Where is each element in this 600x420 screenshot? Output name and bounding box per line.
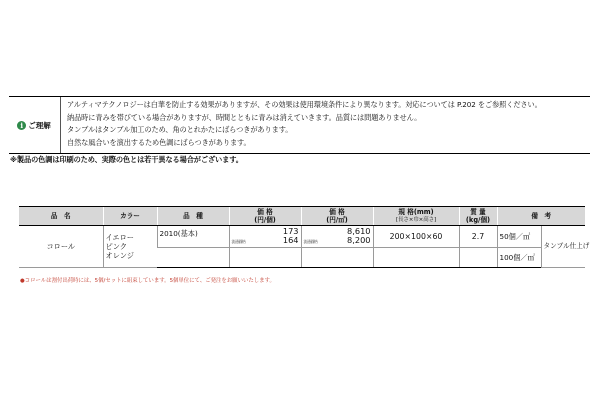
table-row	[19, 226, 585, 248]
header-name: 品 名	[19, 207, 103, 226]
notice-line: アルティマテクノロジーは白華を防止する効果がありますが、その効果は使用環境条件により異なります。対応については P.202 をご参照ください。	[67, 100, 542, 109]
header-weight-main: 質 量	[470, 208, 486, 216]
order-footnote: ●コロールは割付出荷時には、5個/セットに組束しています。5個単位にて、ご発注をお願いいたします。	[20, 278, 275, 284]
cell-colors	[103, 226, 157, 268]
color-disclaimer: ※製品の色調は印刷のため、実際の色とは若干異なる場合がございます。	[10, 155, 243, 164]
header-weight-unit: (kg/個)	[465, 216, 491, 224]
header-price-each	[229, 207, 301, 226]
cell-weight: 2.7	[459, 226, 497, 248]
cell-price-each	[229, 226, 301, 248]
header-color: カラー	[103, 207, 157, 226]
header-weight	[459, 207, 497, 226]
cell-qty-1: 50個／㎡	[497, 226, 541, 248]
notice-line: 自然な風合いを演出するため色調にばらつきがあります。	[67, 137, 251, 147]
notice-line: タンブルはタンブル加工のため、角のとれかたにばらつきがあります。	[67, 125, 293, 134]
notice-box	[9, 96, 590, 154]
price-each-alt-line	[232, 236, 299, 246]
header-price-m2	[301, 207, 373, 226]
color-item: イエロー	[105, 233, 134, 242]
cell-name: コロール	[19, 226, 103, 268]
header-price-each-unit: (円/個)	[254, 216, 276, 224]
cell-empty	[301, 248, 373, 268]
header-grade: 品 種	[157, 207, 229, 226]
notice-line: 納品時に青みを帯びている場合がありますが、時間とともに青みは消えていきます。品質には問題ありません。	[67, 112, 422, 122]
notice-label-text: ご理解	[28, 120, 51, 130]
price-each-alt-label: 流通価格	[231, 239, 246, 244]
price-m2-value: 8,610	[347, 226, 371, 236]
header-spec-sub: [長さ×巾×高さ]	[396, 217, 436, 223]
notice-divider	[60, 97, 61, 153]
notice-label	[9, 97, 59, 153]
price-each-alt-value: 164	[282, 235, 299, 245]
cell-finish: タンブル仕上げ	[541, 226, 585, 268]
color-item: オレンジ	[105, 251, 134, 260]
price-m2-alt-line	[304, 236, 371, 246]
cell-empty	[373, 248, 459, 268]
cell-spec: 200×100×60	[373, 226, 459, 248]
color-item: ピンク	[105, 242, 127, 251]
info-icon: i	[17, 121, 26, 130]
cell-qty-2: 100個／㎡	[497, 248, 541, 268]
price-m2-alt-value: 8,200	[347, 235, 371, 245]
product-table	[19, 206, 590, 268]
price-m2-alt-label: 流通価格	[303, 239, 318, 244]
cell-empty	[229, 248, 301, 268]
cell-empty	[459, 248, 497, 268]
header-spec-main: 規 格(mm)	[398, 208, 434, 216]
cell-grade: 2010(基本)	[157, 226, 229, 248]
table-header-row	[19, 207, 585, 226]
notice-text	[67, 99, 592, 149]
header-spec	[373, 207, 459, 226]
header-remarks: 備 考	[497, 207, 585, 226]
cell-empty	[157, 248, 229, 268]
price-each-value: 173	[282, 226, 299, 236]
header-price-each-main: 価 格	[257, 208, 273, 216]
cell-price-m2	[301, 226, 373, 248]
header-price-m2-main: 価 格	[329, 208, 345, 216]
header-price-m2-unit: (円/㎡)	[326, 216, 348, 224]
